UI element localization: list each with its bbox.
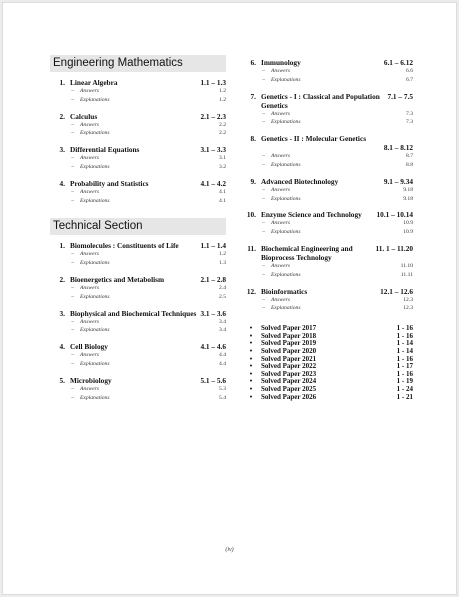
chapter-pages: 2.1 – 2.8: [200, 274, 226, 284]
solved-paper-pages: 1 - 17: [396, 362, 413, 371]
chapter-number: 9.: [250, 176, 256, 186]
toc-answers-entry[interactable]: [50, 284, 226, 293]
explanations-page: 11.11: [400, 271, 413, 278]
explanations-label: Explanations: [80, 163, 110, 170]
chapter-spacer: [50, 268, 226, 273]
toc-left-column: [50, 55, 226, 407]
answers-page: 1.2: [219, 251, 226, 258]
toc-chapter[interactable]: [241, 177, 413, 186]
dash-marker: –: [262, 229, 265, 236]
dash-marker: –: [71, 130, 74, 137]
dash-marker: –: [71, 163, 74, 170]
dash-marker: –: [262, 296, 265, 303]
chapter-number: 3.: [59, 145, 65, 155]
explanations-page: 5.4: [219, 394, 226, 401]
chapter-spacer: [50, 205, 226, 210]
dash-marker: –: [71, 96, 74, 103]
chapter-title: Bioinformatics: [261, 286, 308, 296]
answers-page: 2.4: [219, 284, 226, 291]
dash-marker: –: [71, 284, 74, 291]
dash-marker: –: [262, 153, 265, 160]
toc-answers-entry[interactable]: [50, 87, 226, 96]
dash-marker: –: [71, 385, 74, 392]
solved-paper-pages: 1 - 16: [396, 354, 413, 363]
dash-marker: –: [262, 262, 265, 269]
chapter-number: 1.: [59, 78, 65, 87]
toc-chapter[interactable]: [241, 92, 413, 110]
chapter-spacer: [50, 402, 226, 407]
dash-marker: –: [262, 68, 265, 74]
explanations-page: 8.8: [406, 161, 413, 168]
solved-paper-label: Solved Paper 2017: [261, 324, 317, 333]
toc-answers-entry[interactable]: [50, 318, 226, 327]
chapter-title: Genetics - I : Classical and Population Genetics: [261, 91, 380, 110]
toc-explanations-entry[interactable]: [50, 360, 226, 369]
toc-explanations-entry[interactable]: [241, 161, 413, 170]
chapter-spacer: [50, 369, 226, 374]
chapter-pages: 1.1 – 1.4: [200, 241, 226, 251]
toc-chapter[interactable]: [50, 376, 226, 385]
toc-explanations-entry[interactable]: [50, 163, 226, 172]
solved-paper-pages: 1 - 14: [396, 346, 413, 355]
solved-papers-list: [241, 325, 413, 401]
toc-answers-entry[interactable]: [241, 262, 413, 271]
answers-label: Answers: [80, 251, 99, 258]
explanations-page: 12.3: [403, 305, 413, 312]
solved-paper-label: Solved Paper 2023: [261, 369, 317, 378]
explanations-label: Explanations: [271, 271, 301, 278]
chapter-number: 6.: [250, 58, 256, 67]
answers-label: Answers: [271, 220, 290, 227]
toc-answers-entry[interactable]: [241, 219, 413, 228]
toc-chapter[interactable]: [50, 112, 226, 121]
chapter-number: 2.: [59, 274, 65, 284]
chapter-title: Linear Algebra: [70, 78, 118, 87]
bullet-icon: •: [249, 384, 253, 393]
chapter-title: Genetics - II : Molecular Genetics: [261, 134, 367, 144]
chapter-pages: 4.1 – 4.2: [200, 178, 226, 188]
explanations-page: 3.4: [219, 327, 226, 334]
dash-marker: –: [262, 110, 265, 117]
answers-label: Answers: [271, 296, 290, 303]
toc-answers-entry[interactable]: [241, 186, 413, 195]
chapter-title: Cell Biology: [70, 342, 108, 352]
explanations-label: Explanations: [80, 360, 110, 367]
explanations-label: Explanations: [80, 327, 110, 334]
answers-label: Answers: [271, 186, 290, 193]
dash-marker: –: [71, 260, 74, 267]
chapter-pages: 4.1 – 4.6: [200, 342, 226, 352]
toc-answers-entry[interactable]: [241, 296, 413, 305]
bullet-icon: •: [249, 392, 253, 401]
toc-chapter[interactable]: [50, 179, 226, 188]
toc-explanations-entry[interactable]: [241, 118, 413, 127]
chapter-number: 7.: [250, 91, 256, 101]
toc-chapter[interactable]: [241, 287, 413, 296]
explanations-label: Explanations: [271, 195, 301, 202]
explanations-page: 2.2: [219, 130, 226, 137]
explanations-page: 9.18: [403, 195, 413, 202]
toc-chapter[interactable]: [241, 58, 413, 67]
toc-chapter[interactable]: [241, 134, 413, 152]
bullet-icon: •: [249, 362, 253, 371]
toc-explanations-entry[interactable]: [50, 129, 226, 138]
chapter-spacer: [241, 85, 413, 90]
chapter-number: 1.: [59, 241, 65, 251]
dash-marker: –: [262, 220, 265, 227]
chapter-title-block: [261, 134, 413, 152]
answers-label: Answers: [271, 68, 290, 74]
chapter-number: 3.: [59, 308, 65, 318]
explanations-label: Explanations: [80, 394, 110, 401]
chapter-spacer: [241, 170, 413, 175]
dash-marker: –: [262, 186, 265, 193]
toc-explanations-entry[interactable]: [50, 293, 226, 302]
chapter-number: 11.: [247, 243, 256, 253]
explanations-page: 2.5: [219, 293, 226, 300]
section-heading-engineering: Engineering Mathematics: [50, 55, 226, 72]
toc-chapter[interactable]: [50, 309, 226, 318]
explanations-label: Explanations: [271, 229, 301, 236]
answers-label: Answers: [80, 284, 99, 291]
toc-explanations-entry[interactable]: [241, 195, 413, 204]
toc-chapter[interactable]: [241, 244, 413, 262]
chapter-spacer: [241, 203, 413, 208]
explanations-page: 7.3: [406, 119, 413, 126]
explanations-label: Explanations: [80, 293, 110, 300]
chapter-pages: 3.1 – 3.3: [200, 145, 226, 155]
explanations-label: Explanations: [80, 130, 110, 137]
dash-marker: –: [262, 76, 265, 83]
chapter-number: 2.: [59, 111, 65, 121]
chapter-pages: 6.1 – 6.12: [383, 58, 413, 67]
explanations-page: 4.4: [219, 360, 226, 367]
explanations-page: 6.7: [406, 76, 413, 83]
toc-explanations-entry[interactable]: [241, 304, 413, 313]
toc-explanations-entry[interactable]: [241, 76, 413, 85]
explanations-page: 4.1: [219, 197, 226, 204]
toc-answers-entry[interactable]: [50, 188, 226, 197]
answers-page: 4.4: [219, 352, 226, 359]
solved-paper-label: Solved Paper 2020: [261, 346, 317, 355]
engineering-chapter-list: [50, 78, 226, 210]
page-number: (iv): [225, 547, 234, 553]
answers-page: 8.7: [406, 153, 413, 160]
toc-answers-entry[interactable]: [50, 250, 226, 259]
bullet-icon: •: [249, 369, 253, 378]
dash-marker: –: [71, 293, 74, 300]
toc-chapter[interactable]: [50, 145, 226, 154]
bullet-icon: •: [249, 324, 253, 333]
chapter-pages: 8.1 – 8.12: [383, 143, 413, 153]
toc-right-column: [241, 56, 413, 401]
dash-marker: –: [71, 360, 74, 367]
answers-page: 5.3: [219, 385, 226, 392]
answers-label: Answers: [80, 88, 99, 94]
answers-label: Answers: [80, 352, 99, 359]
toc-chapter[interactable]: [50, 78, 226, 87]
chapter-pages: 10.1 – 10.14: [376, 210, 413, 220]
chapter-pages: 12.1 – 12.6: [380, 286, 413, 296]
dash-marker: –: [71, 121, 74, 128]
dash-marker: –: [71, 197, 74, 204]
chapter-title: Biophysical and Biochemical Techniques: [70, 308, 197, 318]
solved-paper-pages: 1 - 16: [396, 331, 413, 340]
dash-marker: –: [71, 327, 74, 334]
chapter-title: Probability and Statistics: [70, 178, 149, 188]
toc-answers-entry[interactable]: [50, 121, 226, 130]
chapter-pages: 2.1 – 2.3: [200, 111, 226, 121]
chapter-spacer: [50, 335, 226, 340]
chapter-spacer: [50, 105, 226, 110]
chapter-title: Enzyme Science and Technology: [261, 210, 362, 220]
chapter-pages: 1.1 – 1.3: [200, 78, 226, 87]
explanations-label: Explanations: [271, 161, 301, 168]
explanations-page: 1.2: [219, 96, 226, 103]
toc-chapter[interactable]: [50, 342, 226, 351]
toc-explanations-entry[interactable]: [50, 197, 226, 206]
chapter-title: Differential Equations: [70, 145, 140, 155]
solved-paper-label: Solved Paper 2019: [261, 339, 317, 348]
toc-answers-entry[interactable]: [241, 110, 413, 119]
toc-answers-entry[interactable]: [50, 351, 226, 360]
toc-answers-entry[interactable]: [50, 385, 226, 394]
answers-page: 1.2: [219, 88, 226, 94]
explanations-page: 1.3: [219, 260, 226, 267]
toc-answers-entry[interactable]: [241, 152, 413, 161]
bullet-icon: •: [249, 339, 253, 348]
toc-explanations-entry[interactable]: [50, 96, 226, 105]
answers-label: Answers: [80, 121, 99, 128]
solved-paper-pages: 1 - 19: [396, 377, 413, 386]
answers-page: 2.2: [219, 121, 226, 128]
explanations-label: Explanations: [271, 119, 301, 126]
solved-paper-label: Solved Paper 2018: [261, 331, 317, 340]
dash-marker: –: [71, 188, 74, 195]
chapter-spacer: [241, 280, 413, 285]
dash-marker: –: [262, 271, 265, 278]
chapter-pages: 3.1 – 3.6: [200, 308, 226, 318]
dash-marker: –: [262, 305, 265, 312]
bullet-icon: •: [249, 331, 253, 340]
solved-paper-pages: 1 - 16: [396, 324, 413, 333]
dash-marker: –: [71, 88, 74, 94]
technical-chapter-list-right: [241, 58, 413, 318]
toc-chapter[interactable]: [241, 210, 413, 219]
chapter-number: 5.: [59, 375, 65, 385]
dash-marker: –: [262, 119, 265, 126]
chapter-title: Advanced Biotechnology: [261, 176, 339, 186]
chapter-pages: 11. 1 – 11.20: [375, 243, 413, 253]
toc-explanations-entry[interactable]: [50, 259, 226, 268]
chapter-spacer: [241, 237, 413, 242]
answers-label: Answers: [80, 155, 99, 162]
solved-paper-pages: 1 - 21: [396, 392, 413, 401]
solved-paper-pages: 1 - 16: [396, 369, 413, 378]
answers-label: Answers: [271, 262, 290, 269]
chapter-title: Biomolecules : Constituents of Life: [70, 241, 179, 251]
chapter-number: 8.: [250, 134, 256, 144]
chapter-number: 4.: [59, 178, 65, 188]
toc-explanations-entry[interactable]: [241, 271, 413, 280]
document-page: [2, 2, 457, 595]
bullet-icon: •: [249, 354, 253, 363]
toc-explanations-entry[interactable]: [50, 326, 226, 335]
answers-page: 6.6: [406, 68, 413, 74]
chapter-spacer: [50, 138, 226, 143]
answers-label: Answers: [80, 318, 99, 325]
section-heading-technical: Technical Section: [50, 218, 226, 235]
answers-label: Answers: [271, 153, 290, 160]
solved-paper-label: Solved Paper 2022: [261, 362, 317, 371]
toc-explanations-entry[interactable]: [50, 394, 226, 403]
chapter-pages: 9.1 – 9.34: [383, 176, 413, 186]
answers-page: 10.9: [403, 220, 413, 227]
answers-page: 7.3: [406, 110, 413, 117]
solved-paper-label: Solved Paper 2024: [261, 377, 317, 386]
chapter-spacer: [50, 302, 226, 307]
answers-page: 11.10: [400, 262, 413, 269]
dash-marker: –: [71, 352, 74, 359]
explanations-page: 3.2: [219, 163, 226, 170]
explanations-label: Explanations: [80, 197, 110, 204]
dash-marker: –: [71, 318, 74, 325]
bullet-icon: •: [249, 346, 253, 355]
explanations-label: Explanations: [80, 260, 110, 267]
chapter-pages: 5.1 – 5.6: [200, 375, 226, 385]
answers-label: Answers: [271, 110, 290, 117]
toc-chapter[interactable]: [50, 275, 226, 284]
answers-page: 3.1: [219, 155, 226, 162]
chapter-title: Biochemical Engineering and Bioprocess Technology: [261, 243, 353, 262]
chapter-number: 12.: [246, 286, 256, 296]
answers-label: Answers: [80, 188, 99, 195]
chapter-title: Bioenergetics and Metabolism: [70, 274, 165, 284]
explanations-label: Explanations: [271, 76, 301, 83]
bullet-icon: •: [249, 377, 253, 386]
dash-marker: –: [71, 394, 74, 401]
toc-chapter[interactable]: [50, 241, 226, 250]
dash-marker: –: [262, 161, 265, 168]
toc-answers-entry[interactable]: [241, 67, 413, 76]
chapter-number: 10.: [246, 210, 256, 220]
chapter-title: Microbiology: [70, 375, 112, 385]
chapter-number: 4.: [59, 342, 65, 352]
solved-paper-entry[interactable]: [241, 394, 413, 402]
toc-explanations-entry[interactable]: [241, 228, 413, 237]
dash-marker: –: [262, 195, 265, 202]
chapter-spacer: [241, 127, 413, 132]
explanations-page: 10.9: [403, 229, 413, 236]
answers-page: 3.4: [219, 318, 226, 325]
solved-paper-label: Solved Paper 2026: [261, 392, 317, 401]
dash-marker: –: [71, 251, 74, 258]
explanations-label: Explanations: [80, 96, 110, 103]
answers-label: Answers: [80, 385, 99, 392]
solved-paper-label: Solved Paper 2025: [261, 384, 317, 393]
toc-answers-entry[interactable]: [50, 154, 226, 163]
solved-paper-pages: 1 - 14: [396, 339, 413, 348]
chapter-spacer: [50, 172, 226, 177]
solved-paper-pages: 1 - 24: [396, 384, 413, 393]
chapter-title: Immunology: [261, 58, 301, 67]
chapter-title: Calculus: [70, 111, 98, 121]
dash-marker: –: [71, 155, 74, 162]
solved-paper-label: Solved Paper 2021: [261, 354, 317, 363]
answers-page: 12.3: [403, 296, 413, 303]
chapter-pages: 7.1 – 7.5: [387, 91, 413, 101]
answers-page: 9.18: [403, 186, 413, 193]
answers-page: 4.1: [219, 188, 226, 195]
technical-chapter-list-left: [50, 241, 226, 407]
explanations-label: Explanations: [271, 305, 301, 312]
